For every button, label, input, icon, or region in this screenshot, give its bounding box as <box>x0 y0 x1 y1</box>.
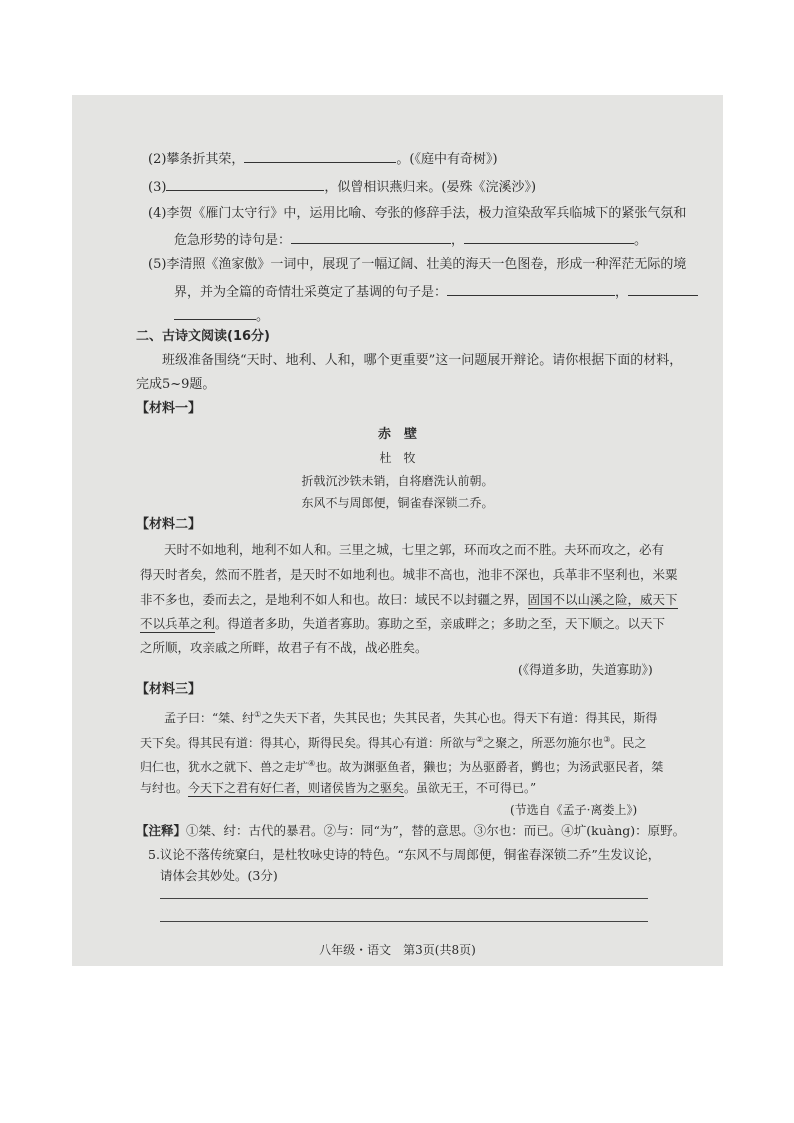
question-3-line <box>148 178 536 196</box>
material-3-label: 【材料三】 <box>136 682 202 697</box>
answer-blank[interactable] <box>244 150 396 163</box>
answer-blank[interactable] <box>628 283 698 296</box>
punctuation: 。 <box>634 233 648 248</box>
answer-blank[interactable] <box>174 307 256 320</box>
material-2-line-1: 天时不如地利，地利不如人和。三里之城，七里之郭，环而攻之而不胜。夫环而攻之，必有 <box>164 542 665 557</box>
poem-author: 杜 牧 <box>379 451 416 465</box>
question-5-prompt: 界，并为全篇的奇情壮采奠定了基调的句子是： <box>174 285 448 300</box>
text-span: 孟子曰：“桀、纣 <box>164 711 255 725</box>
question-2-prompt: (2)攀条折其荣， <box>148 152 245 167</box>
material-2-line-5: 之所顺，攻亲戚之所畔，故君子有不战，战必胜矣。 <box>140 640 428 655</box>
annotation-label: 【注释】 <box>136 823 187 838</box>
text-span: 。虽欲无王，不可得已。” <box>404 781 537 795</box>
annotation-text: ①桀、纣：古代的暴君。②与：同“为”，替的意思。③尔也：而已。④圹(kuàng)：原野。 <box>186 823 686 838</box>
poem-line-2: 东风不与周郎便，铜雀春深锁二乔。 <box>301 496 494 510</box>
footnote-marker: ② <box>476 735 484 744</box>
question-3-prompt: (3) <box>148 180 167 195</box>
material-3-line-4 <box>140 780 536 796</box>
text-span: 非不多也，委而去之，是地利不如人和也。故曰：域民不以封疆之界， <box>140 592 528 607</box>
answer-line[interactable] <box>160 898 648 899</box>
answer-blank[interactable] <box>464 231 634 244</box>
answer-line[interactable] <box>160 921 648 922</box>
question-5-line-1: (5)李清照《渔家傲》一词中，展现了一幅辽阔、壮美的海天一色图卷，形成一种浑茫无际的境 <box>148 257 687 272</box>
question-4-prompt: 危急形势的诗句是： <box>174 233 292 248</box>
question-4-line-2 <box>174 231 647 249</box>
answer-blank[interactable] <box>447 283 615 296</box>
material-2-line-2: 得天时者矣，然而不胜者，是天时不如地利也。城非不高也，池非不深也，兵革非不坚利也，米粟 <box>140 567 678 582</box>
answer-blank[interactable] <box>291 231 451 244</box>
question-5-line-2 <box>174 283 698 301</box>
page-footer: 八年级・语文 第3页(共8页) <box>319 943 476 957</box>
punctuation: 。 <box>256 309 270 324</box>
section-2-intro-1: 班级准备围绕“天时、地利、人和，哪个更重要”这一问题展开辩论。请你根据下面的材料， <box>162 353 683 368</box>
material-3-line-2 <box>140 732 646 751</box>
exam-page <box>72 95 723 966</box>
footnote-marker: ① <box>254 710 262 719</box>
underlined-sentence: 今天下之君有好仁者，则诸侯皆为之驱矣 <box>188 781 405 795</box>
material-3-line-1 <box>164 707 657 726</box>
footnote-marker: ③ <box>603 735 611 744</box>
underlined-sentence: 不以兵革之利 <box>140 616 216 631</box>
text-span: 之失天下者，失其民也；失其民者，失其心也。得天下有道：得其民，斯得 <box>261 711 658 725</box>
answer-blank[interactable] <box>166 178 324 191</box>
section-2-intro-2: 完成5~9题。 <box>136 377 216 392</box>
text-span: 归仁也，犹水之就下、兽之走圹 <box>140 760 309 774</box>
question-3-source: ，似曾相识燕归来。(晏殊《浣溪沙》) <box>324 180 537 195</box>
section-2-heading: 二、古诗文阅读(16分) <box>136 329 270 344</box>
material-2-line-4 <box>140 616 665 632</box>
material-3-source: (节选自《孟子·离娄上》) <box>510 803 638 817</box>
annotation-line <box>136 823 685 839</box>
question-5b-line-1: 5.议论不落传统窠臼，是杜牧咏史诗的特色。“东风不与周郎便，铜雀春深锁二乔”生发议论， <box>148 847 661 862</box>
text-span: 也。故为渊驱鱼者，獭也；为丛驱爵者，鹯也；为汤武驱民者，桀 <box>315 760 664 774</box>
question-5-line-3 <box>174 307 269 325</box>
poem-line-1: 折戟沉沙铁未销，自将磨洗认前朝。 <box>301 474 494 488</box>
material-2-line-3 <box>140 592 678 608</box>
material-1-label: 【材料一】 <box>136 401 202 416</box>
underlined-sentence: 固国不以山溪之险，威天下 <box>527 592 678 607</box>
punctuation: ， <box>615 285 629 300</box>
footnote-marker: ④ <box>308 759 316 768</box>
text-span: 天下矣。得其民有道：得其心，斯得民矣。得其心有道：所欲与 <box>140 736 477 750</box>
text-span: 与纣也。 <box>140 781 189 795</box>
question-2-source: 。(《庭中有奇树》) <box>396 152 498 167</box>
question-4-line-1: (4)李贺《雁门太守行》中，运用比喻、夸张的修辞手法，极力渲染敌军兵临城下的紧张气氛和 <box>148 206 687 221</box>
material-2-source: (《得道多助，失道寡助》) <box>518 662 653 677</box>
question-5b-line-2: 请体会其妙处。(3分) <box>160 868 278 883</box>
question-2-line <box>148 150 498 168</box>
text-span: 。民之 <box>610 736 647 750</box>
material-3-line-3 <box>140 756 663 775</box>
material-2-label: 【材料二】 <box>136 517 202 532</box>
punctuation: ， <box>451 233 465 248</box>
text-span: 。得道者多助，失道者寡助。寡助之至，亲戚畔之；多助之至，天下顺之。以天下 <box>215 616 666 631</box>
text-span: 之聚之，所恶勿施尔也 <box>483 736 604 750</box>
poem-title: 赤 壁 <box>377 427 417 442</box>
